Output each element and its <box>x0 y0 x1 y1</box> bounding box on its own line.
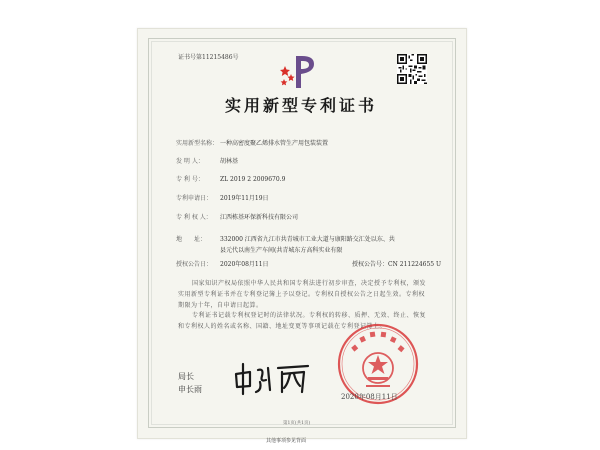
field-value: 江西栋基环保新科技有限公司 <box>220 214 299 221</box>
field-value: 2019年11月19日 <box>220 195 269 202</box>
field-label: 地 址： <box>176 236 207 243</box>
field-label: 授权公告号： <box>352 261 389 268</box>
seal-date: 2020年08月11日 <box>341 393 398 401</box>
address-field <box>176 234 398 256</box>
director-name: 申长雨 <box>178 385 202 394</box>
legal-status-paragraph: 专利证书记载专利权登记时的法律状况。专利权的转移、质押、无效、终止、恢复和专利权人的姓名或名称、国籍、地址变更等事项记载在专利登记簿上。 <box>178 312 427 330</box>
field-label: 发 明 人： <box>176 158 204 165</box>
patentee-field <box>176 212 298 221</box>
footnote: 其他事项参见背面 <box>266 438 307 444</box>
patent-number-field <box>176 174 285 183</box>
signature-icon <box>232 360 314 396</box>
field-label: 专利申请日： <box>176 195 213 202</box>
director-title: 局长 <box>178 372 194 381</box>
field-value: 胡林基 <box>220 158 239 165</box>
certificate-number: 证书号第11215486号 <box>178 54 239 61</box>
grant-statement-paragraph: 国家知识产权局依照中华人民共和国专利法进行初步审查，决定授予专利权，颁发实用新型专利证书并在专利登记簿上予以登记。专利权自授权公告之日起生效。专利权期限为十年，自申请日起算。 <box>178 280 427 309</box>
certificate-title: 实用新型专利证书 <box>224 96 377 115</box>
grant-date-field <box>176 259 269 268</box>
inventor-field <box>176 156 238 165</box>
qr-code-icon <box>397 54 427 84</box>
field-label: 专 利 权 人： <box>176 214 212 221</box>
field-label: 实用新型名称： <box>176 140 219 147</box>
field-value: 332000 江西省九江市共青城市工业大道与康阳路交汇处以东、共县元代以南生产车间(共青城东方高科实业有限 <box>220 236 395 254</box>
field-value: 一种高密度聚乙烯排水管生产用包装装置 <box>220 140 329 147</box>
field-label: 授权公告日： <box>176 261 213 268</box>
field-value: 2020年08月11日 <box>220 261 269 268</box>
grant-publication-number <box>352 259 441 268</box>
field-label: 专 利 号： <box>176 176 204 183</box>
filing-date-field <box>176 193 269 202</box>
field-value: ZL 2019 2 2009670.9 <box>220 176 286 183</box>
cnipa-logo-icon <box>276 52 322 92</box>
page-number: 第1页(共1页) <box>283 421 311 426</box>
utility-model-name-field <box>176 138 328 147</box>
field-value: CN 211224655 U <box>388 261 442 268</box>
